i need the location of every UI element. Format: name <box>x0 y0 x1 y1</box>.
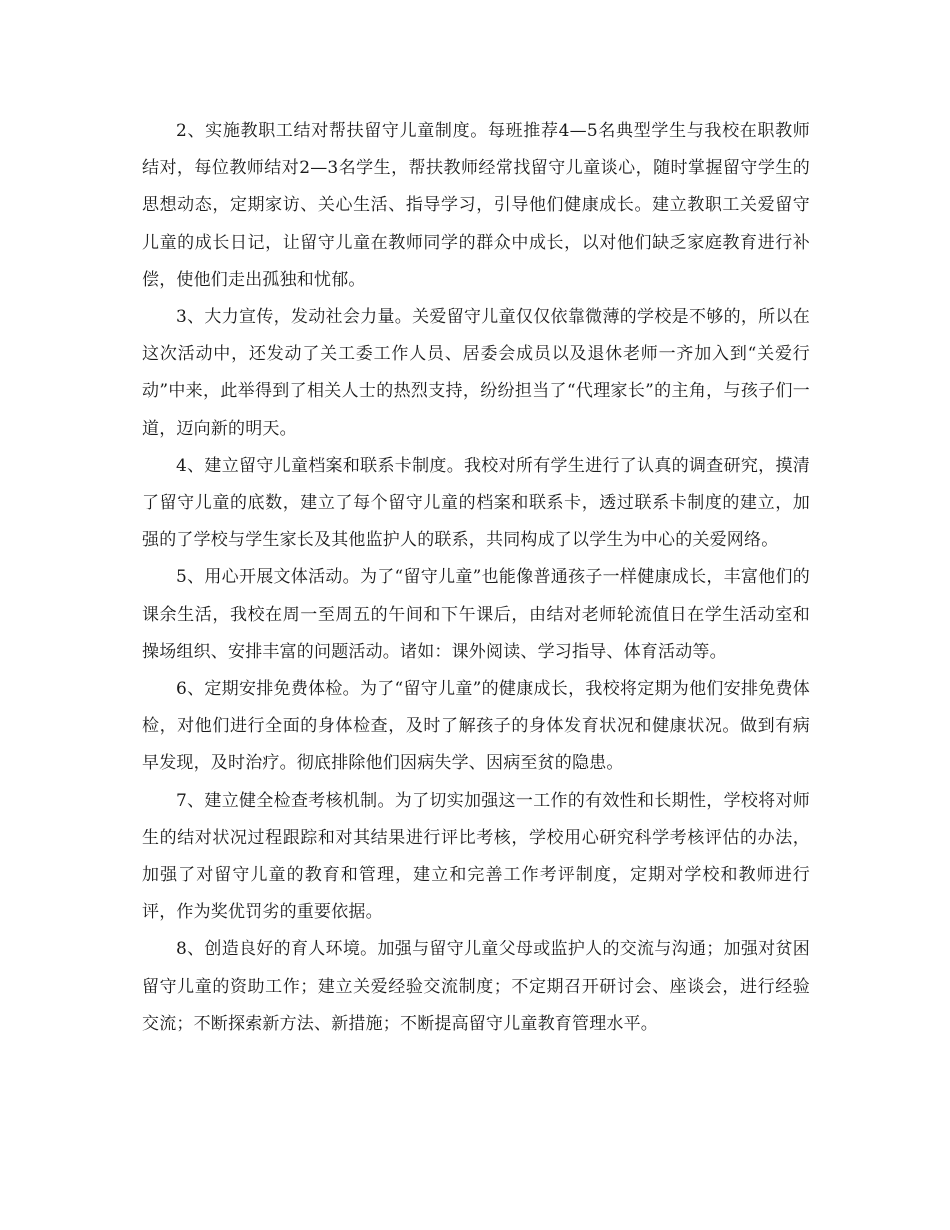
paragraph-4: 4、建立留守儿童档案和联系卡制度。我校对所有学生进行了认真的调查研究，摸清了留守儿童的底数，建立了每个留守儿童的档案和联系卡，透过联系卡制度的建立，加强的了学校与学生家长及其他监护人的联系，共同构成了以学生为中心的关爱网络。 <box>142 455 810 551</box>
paragraph-2: 2、实施教职工结对帮扶留守儿童制度。每班推荐4—5名典型学生与我校在职教师结对，每位教师结对2—3名学生，帮扶教师经常找留守儿童谈心，随时掌握留守学生的思想动态，定期家访、关心生活、指导学习，引导他们健康成长。建立教职工关爱留守儿童的成长日记，让留守儿童在教师同学的群众中成长，以对他们缺乏家庭教育进行补偿，使他们走出孤独和忧郁。 <box>142 121 810 290</box>
paragraph-8: 8、创造良好的育人环境。加强与留守儿童父母或监护人的交流与沟通；加强对贫困留守儿童的资助工作；建立关爱经验交流制度；不定期召开研讨会、座谈会，进行经验交流；不断探索新方法、新措施；不断提高留守儿童教育管理水平。 <box>142 939 810 1034</box>
paragraph-7: 7、建立健全检查考核机制。为了切实加强这一工作的有效性和长期性，学校将对师生的结对状况过程跟踪和对其结果进行评比考核，学校用心研究科学考核评估的办法，加强了对留守儿童的教育和管理，建立和完善工作考评制度，定期对学校和教师进行评，作为奖优罚劣的重要依据。 <box>142 790 810 923</box>
paragraph-6: 6、定期安排免费体检。为了“留守儿童”的健康成长，我校将定期为他们安排免费体检，对他们进行全面的身体检查，及时了解孩子的身体发育状况和健康状况。做到有病早发现，及时治疗。彻底排除他们因病失学、因病至贫的隐患。 <box>142 679 810 774</box>
paragraph-5: 5、用心开展文体活动。为了“留守儿童”也能像普通孩子一样健康成长，丰富他们的课余生活，我校在周一至周五的午间和下午课后，由结对老师轮流值日在学生活动室和操场组织、安排丰富的问题活动。诸如：课外阅读、学习指导、体育活动等。 <box>142 567 810 662</box>
document-body <box>142 113 810 1043</box>
paragraph-3: 3、大力宣传，发动社会力量。关爱留守儿童仅仅依靠微薄的学校是不够的，所以在这次活动中，还发动了关工委工作人员、居委会成员以及退休老师一齐加入到“关爱行动”中来，此举得到了相关人士的热烈支持，纷纷担当了“代理家长”的主角，与孩子们一道，迈向新的明天。 <box>142 307 810 439</box>
